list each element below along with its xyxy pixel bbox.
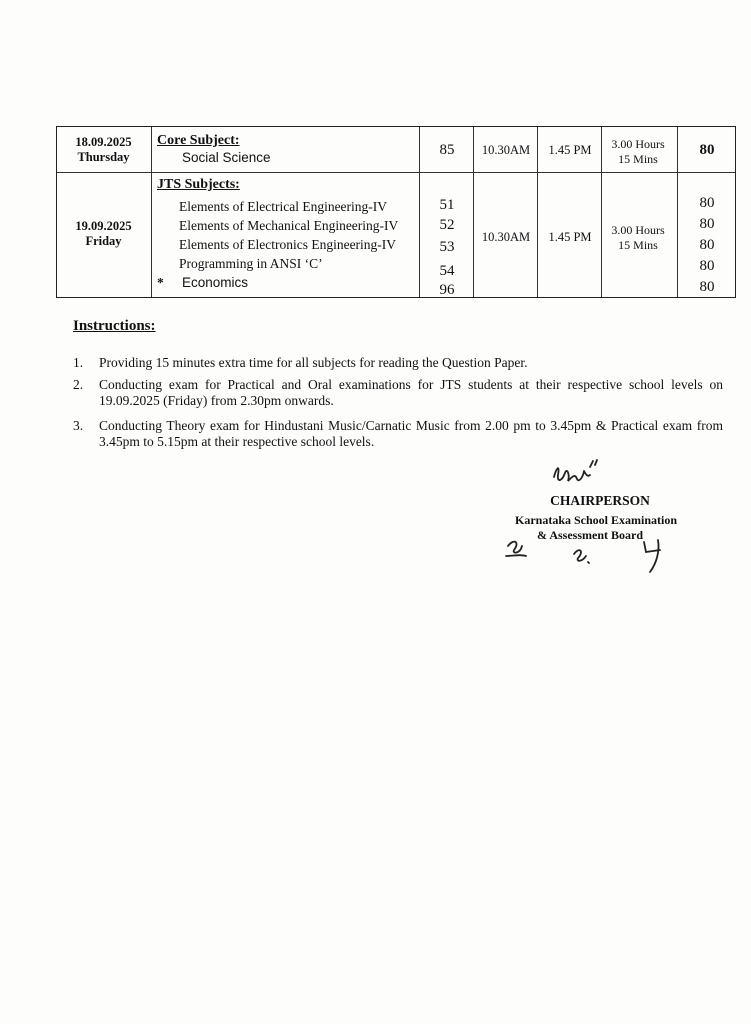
subject-heading: Core Subject:	[157, 133, 240, 148]
instruction-number: 1.	[73, 355, 84, 370]
row-divider	[57, 172, 735, 173]
start-time: 10.30AM	[481, 143, 531, 157]
instruction-item	[73, 355, 723, 371]
col-divider	[151, 127, 152, 297]
handwritten-initials	[500, 532, 680, 578]
subject-name: Economics	[182, 275, 249, 290]
exam-date: 18.09.2025	[75, 135, 132, 149]
subject-code: 53	[439, 239, 455, 255]
exam-day: Thursday	[77, 150, 130, 164]
subject-name: Elements of Electronics Engineering-IV	[179, 237, 397, 252]
col-divider	[419, 127, 420, 297]
end-time: 1.45 PM	[548, 230, 592, 244]
instruction-number: 2.	[73, 377, 84, 392]
end-time: 1.45 PM	[548, 143, 592, 157]
subject-code: 51	[439, 197, 455, 213]
max-marks: 80	[699, 279, 715, 295]
duration-mins: 15 Mins	[618, 152, 658, 166]
exam-day: Friday	[85, 234, 122, 248]
subject-name: Programming in ANSI ‘C’	[179, 256, 323, 271]
exam-timetable	[56, 126, 736, 298]
signatory-org: Karnataka School Examination	[514, 513, 678, 527]
max-marks: 80	[699, 258, 715, 274]
instruction-item	[73, 418, 723, 450]
subject-code: 85	[439, 142, 455, 158]
signatory-title: CHAIRPERSON	[550, 493, 650, 508]
signatory-org: & Assessment Board	[536, 528, 643, 542]
max-marks: 80	[699, 237, 715, 253]
duration-hours: 3.00 Hours	[611, 223, 665, 237]
subject-name: Elements of Mechanical Engineering-IV	[179, 218, 399, 233]
col-divider	[537, 127, 538, 297]
duration-hours: 3.00 Hours	[611, 137, 665, 151]
max-marks: 80	[699, 195, 715, 211]
max-marks: 80	[699, 142, 715, 158]
instruction-text: Conducting Theory exam for Hindustani Music/Carnatic Music from 2.00 pm to 3.45pm & Practical exam from 3.45pm to 5.15pm at their respective school levels.	[99, 418, 723, 449]
instructions-heading: Instructions:	[73, 318, 156, 334]
instruction-item	[73, 377, 723, 409]
subject-code: 96	[439, 282, 455, 298]
col-divider	[473, 127, 474, 297]
exam-date: 19.09.2025	[75, 219, 132, 233]
col-divider	[677, 127, 678, 297]
subject-name: Elements of Electrical Engineering-IV	[179, 199, 388, 214]
max-marks: 80	[699, 216, 715, 232]
subject-code: 52	[439, 217, 455, 233]
subject-code: 54	[439, 263, 455, 279]
start-time: 10.30AM	[481, 230, 531, 244]
subject-heading: JTS Subjects:	[157, 177, 240, 192]
optional-marker: *	[157, 275, 164, 290]
duration-mins: 15 Mins	[618, 238, 658, 252]
col-divider	[601, 127, 602, 297]
instruction-text: Conducting exam for Practical and Oral examinations for JTS students at their respective school levels on 19.09.2025 (Friday) from 2.30pm onwards.	[99, 377, 723, 408]
instruction-number: 3.	[73, 418, 84, 433]
handwritten-signature	[548, 455, 608, 495]
subject-name: Social Science	[182, 150, 271, 165]
instruction-text: Providing 15 minutes extra time for all subjects for reading the Question Paper.	[99, 355, 528, 370]
